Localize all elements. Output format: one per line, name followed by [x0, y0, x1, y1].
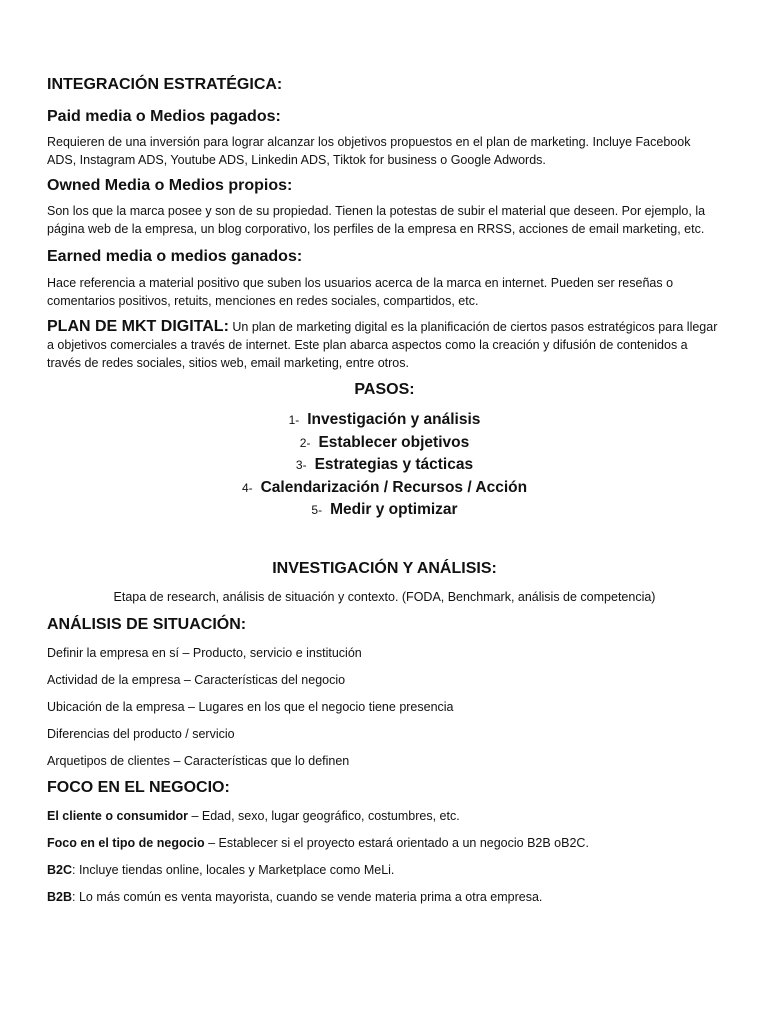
pasos-title: PASOS:	[354, 381, 415, 398]
plan-lead: PLAN DE MKT DIGITAL:	[47, 318, 229, 335]
pasos-item-label: Medir y optimizar	[330, 501, 458, 519]
pasos-item	[47, 477, 722, 500]
list-item	[47, 861, 722, 879]
pasos-item-label: Investigación y análisis	[307, 411, 481, 428]
item-text: : Incluye tiendas online, locales y Marketplace como MeLi.	[72, 862, 395, 877]
item-label: El cliente o consumidor	[47, 808, 188, 823]
item-text: – Edad, sexo, lugar geográfico, costumbres, etc.	[188, 808, 460, 823]
pasos-item-label: Estrategias y tácticas	[314, 456, 474, 474]
plan-text: Un plan de marketing digital es la planificación de ciertos pasos estratégicos para llegar a objetivos comerciales a través de internet. Este plan abarca aspectos como la creación y difusión de contenidos a través de redes sociales, sitios web, email marketing, entre otros.	[47, 320, 718, 370]
pasos-item-number: 2-	[299, 435, 311, 450]
pasos-item-label: Calendarización / Recursos / Acción	[260, 478, 528, 496]
earned-media-title: Earned media o medios ganados:	[47, 248, 303, 265]
integracion-title: INTEGRACIÓN ESTRATÉGICA:	[47, 76, 283, 93]
pasos-item	[47, 454, 722, 477]
investigacion-text: Etapa de research, análisis de situación y contexto. (FODA, Benchmark, análisis de competencia)	[113, 589, 656, 604]
list-item: Diferencias del producto / servicio	[47, 726, 235, 741]
foco-title: FOCO EN EL NEGOCIO:	[47, 778, 230, 796]
list-item: Arquetipos de clientes – Características que lo definen	[47, 753, 350, 768]
pasos-item-number: 3-	[295, 458, 307, 473]
pasos-item	[47, 409, 722, 432]
list-item	[47, 834, 722, 852]
owned-media-title: Owned Media o Medios propios:	[47, 177, 293, 194]
pasos-item	[47, 499, 722, 522]
pasos-item-number: 4-	[241, 480, 253, 495]
item-label: Foco en el tipo de negocio	[47, 835, 205, 850]
pasos-item	[47, 432, 722, 455]
item-text: : Lo más común es venta mayorista, cuando se vende materia prima a otra empresa.	[72, 889, 543, 904]
plan-paragraph	[47, 318, 722, 372]
earned-media-text: Hace referencia a material positivo que suben los usuarios acerca de la marca en internet. Pueden ser reseñas o comentarios positivos, retuits, menciones en redes sociales, compartidos, etc.	[47, 276, 674, 308]
investigacion-title: INVESTIGACIÓN Y ANÁLISIS:	[272, 559, 497, 577]
list-item	[47, 807, 722, 825]
situacion-list	[47, 644, 722, 770]
document-page	[47, 76, 722, 915]
list-item	[47, 888, 722, 906]
list-item: Ubicación de la empresa – Lugares en los que el negocio tiene presencia	[47, 699, 454, 714]
pasos-item-label: Establecer objetivos	[318, 433, 470, 451]
pasos-list	[47, 409, 722, 522]
paid-media-title: Paid media o Medios pagados:	[47, 108, 281, 125]
foco-list	[47, 807, 722, 906]
list-item: Definir la empresa en sí – Producto, servicio e institución	[47, 645, 362, 660]
situacion-title: ANÁLISIS DE SITUACIÓN:	[47, 615, 247, 633]
owned-media-text: Son los que la marca posee y son de su propiedad. Tienen la potestas de subir el material que deseen. Por ejemplo, la página web de la empresa, un blog corporativo, los perfiles de la empresa en RRSS, acciones de email marketing, etc.	[47, 204, 706, 236]
paid-media-text: Requieren de una inversión para lograr alcanzar los objetivos propuestos en el plan de marketing. Incluye Facebook ADS, Instagram ADS, Youtube ADS, Linkedin ADS, Tiktok for business o Google Adwords.	[47, 135, 691, 167]
pasos-item-number: 1-	[288, 413, 300, 427]
pasos-item-number: 5-	[311, 503, 323, 518]
list-item: Actividad de la empresa – Características del negocio	[47, 672, 346, 687]
item-label: B2B	[47, 889, 73, 904]
item-label: B2C	[47, 862, 73, 877]
item-text: – Establecer si el proyecto estará orientado a un negocio B2B oB2C.	[204, 835, 589, 850]
